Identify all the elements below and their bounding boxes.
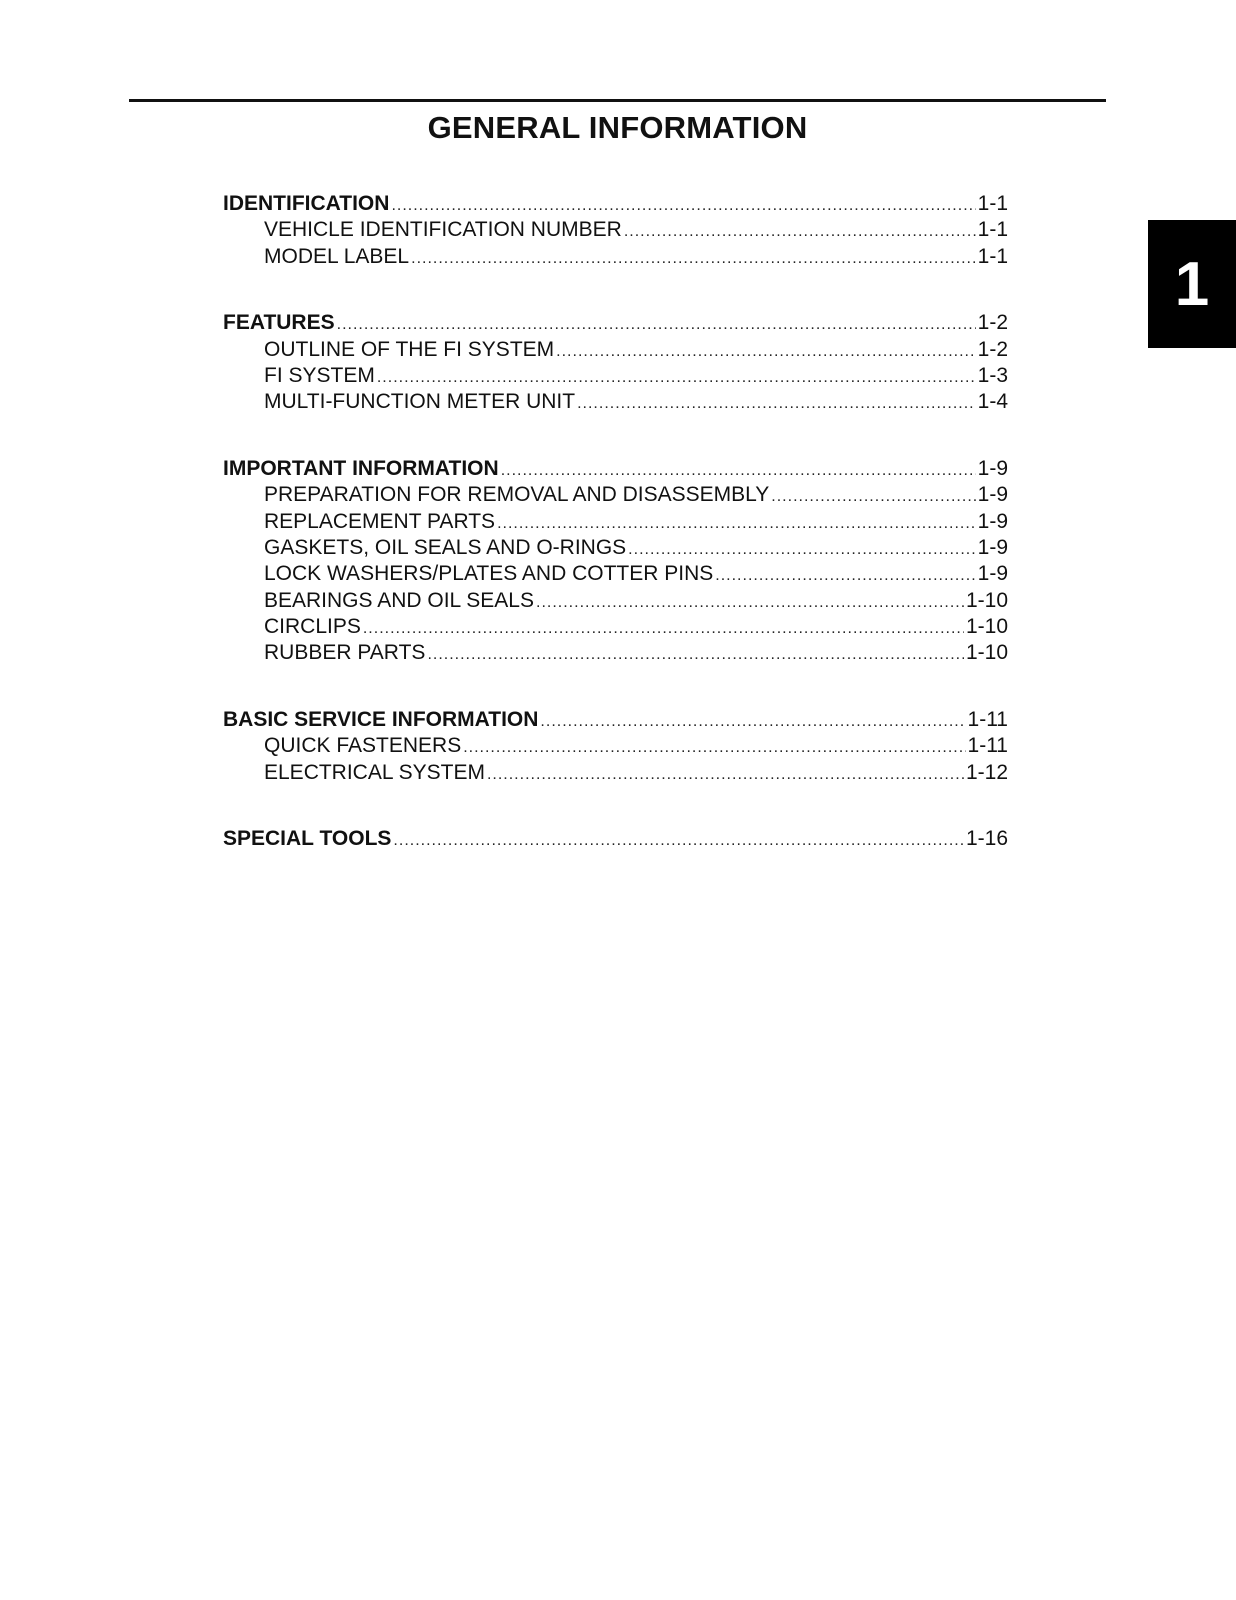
toc-item-label: MULTI-FUNCTION METER UNIT bbox=[264, 390, 576, 414]
toc-item-electrical-system[interactable] bbox=[223, 760, 1008, 786]
toc-page-number: 1-9 bbox=[977, 562, 1008, 586]
toc-page-number: 1-10 bbox=[965, 588, 1008, 612]
toc-item-label: BEARINGS AND OIL SEALS bbox=[264, 588, 534, 612]
dot-leader bbox=[427, 642, 964, 668]
toc-page-number: 1-16 bbox=[965, 827, 1008, 851]
toc-page-number: 1-4 bbox=[977, 390, 1008, 414]
toc-item-gaskets-oil-seals[interactable] bbox=[223, 535, 1008, 561]
toc-item-lock-washers[interactable] bbox=[223, 561, 1008, 587]
toc-page-number: 1-9 bbox=[977, 456, 1008, 480]
toc-page-number: 1-2 bbox=[977, 311, 1008, 335]
dot-leader bbox=[363, 616, 964, 642]
dot-leader bbox=[715, 563, 975, 589]
toc-heading-identification[interactable] bbox=[223, 191, 1008, 217]
toc-item-label: FI SYSTEM bbox=[264, 363, 375, 387]
table-of-contents bbox=[223, 191, 1008, 892]
toc-heading-label: BASIC SERVICE INFORMATION bbox=[223, 707, 539, 731]
dot-leader bbox=[377, 365, 976, 391]
toc-heading-basic-service-information[interactable] bbox=[223, 707, 1008, 733]
toc-page-number: 1-3 bbox=[977, 363, 1008, 387]
toc-page-number: 1-9 bbox=[977, 535, 1008, 559]
toc-item-label: QUICK FASTENERS bbox=[264, 734, 462, 758]
toc-item-bearings-and-oil-seals[interactable] bbox=[223, 588, 1008, 614]
dot-leader bbox=[337, 312, 976, 338]
toc-page-number: 1-11 bbox=[967, 734, 1008, 758]
toc-page-number: 1-11 bbox=[967, 707, 1008, 731]
toc-page-number: 1-9 bbox=[977, 483, 1008, 507]
toc-heading-label: SPECIAL TOOLS bbox=[223, 827, 392, 851]
toc-item-quick-fasteners[interactable] bbox=[223, 733, 1008, 759]
toc-item-rubber-parts[interactable] bbox=[223, 640, 1008, 666]
dot-leader bbox=[577, 391, 976, 417]
toc-heading-special-tools[interactable] bbox=[223, 826, 1008, 852]
toc-page-number: 1-9 bbox=[977, 509, 1008, 533]
dot-leader bbox=[391, 193, 975, 219]
toc-item-label: OUTLINE OF THE FI SYSTEM bbox=[264, 337, 555, 361]
toc-item-label: LOCK WASHERS/PLATES AND COTTER PINS bbox=[264, 562, 714, 586]
toc-item-fi-system[interactable] bbox=[223, 363, 1008, 389]
top-rule bbox=[129, 99, 1106, 102]
dot-leader bbox=[497, 511, 976, 537]
toc-item-replacement-parts[interactable] bbox=[223, 509, 1008, 535]
toc-page-number: 1-10 bbox=[965, 641, 1008, 665]
dot-leader bbox=[540, 709, 965, 735]
dot-leader bbox=[411, 246, 976, 272]
toc-item-label: CIRCLIPS bbox=[264, 615, 361, 639]
toc-item-model-label[interactable] bbox=[223, 244, 1008, 270]
toc-item-label: GASKETS, OIL SEALS AND O-RINGS bbox=[264, 535, 627, 559]
toc-section-identification bbox=[223, 191, 1008, 270]
toc-item-label: PREPARATION FOR REMOVAL AND DISASSEMBLY bbox=[264, 483, 770, 507]
toc-item-label: REPLACEMENT PARTS bbox=[264, 509, 496, 533]
toc-item-label: ELECTRICAL SYSTEM bbox=[264, 760, 485, 784]
toc-item-preparation-for-removal[interactable] bbox=[223, 482, 1008, 508]
dot-leader bbox=[771, 484, 975, 510]
toc-heading-label: FEATURES bbox=[223, 311, 335, 335]
dot-leader bbox=[628, 537, 975, 563]
dot-leader bbox=[463, 735, 965, 761]
toc-item-circlips[interactable] bbox=[223, 614, 1008, 640]
dot-leader bbox=[501, 458, 976, 484]
toc-heading-features[interactable] bbox=[223, 310, 1008, 336]
page-title: GENERAL INFORMATION bbox=[427, 110, 808, 145]
toc-section-features bbox=[223, 310, 1008, 416]
toc-item-label: RUBBER PARTS bbox=[264, 641, 426, 665]
toc-page-number: 1-1 bbox=[977, 244, 1008, 268]
dot-leader bbox=[556, 339, 975, 365]
toc-page-number: 1-2 bbox=[977, 337, 1008, 361]
chapter-tab: 1 bbox=[1148, 220, 1236, 348]
toc-section-special-tools bbox=[223, 826, 1008, 852]
toc-section-important-information bbox=[223, 456, 1008, 667]
toc-item-label: MODEL LABEL bbox=[264, 244, 410, 268]
toc-heading-label: IMPORTANT INFORMATION bbox=[223, 456, 499, 480]
toc-item-outline-of-the-fi-system[interactable] bbox=[223, 337, 1008, 363]
toc-heading-label: IDENTIFICATION bbox=[223, 192, 390, 215]
dot-leader bbox=[536, 590, 964, 616]
toc-heading-important-information[interactable] bbox=[223, 456, 1008, 482]
toc-item-vehicle-identification-number[interactable] bbox=[223, 217, 1008, 243]
toc-item-multi-function-meter-unit[interactable] bbox=[223, 389, 1008, 415]
toc-section-basic-service-information bbox=[223, 707, 1008, 786]
toc-page-number: 1-1 bbox=[977, 192, 1008, 215]
toc-page-number: 1-12 bbox=[965, 760, 1008, 784]
dot-leader bbox=[624, 219, 976, 245]
toc-page-number: 1-10 bbox=[965, 615, 1008, 639]
dot-leader bbox=[393, 828, 964, 854]
toc-item-label: VEHICLE IDENTIFICATION NUMBER bbox=[264, 218, 622, 242]
dot-leader bbox=[487, 762, 964, 788]
toc-page-number: 1-1 bbox=[977, 218, 1008, 242]
